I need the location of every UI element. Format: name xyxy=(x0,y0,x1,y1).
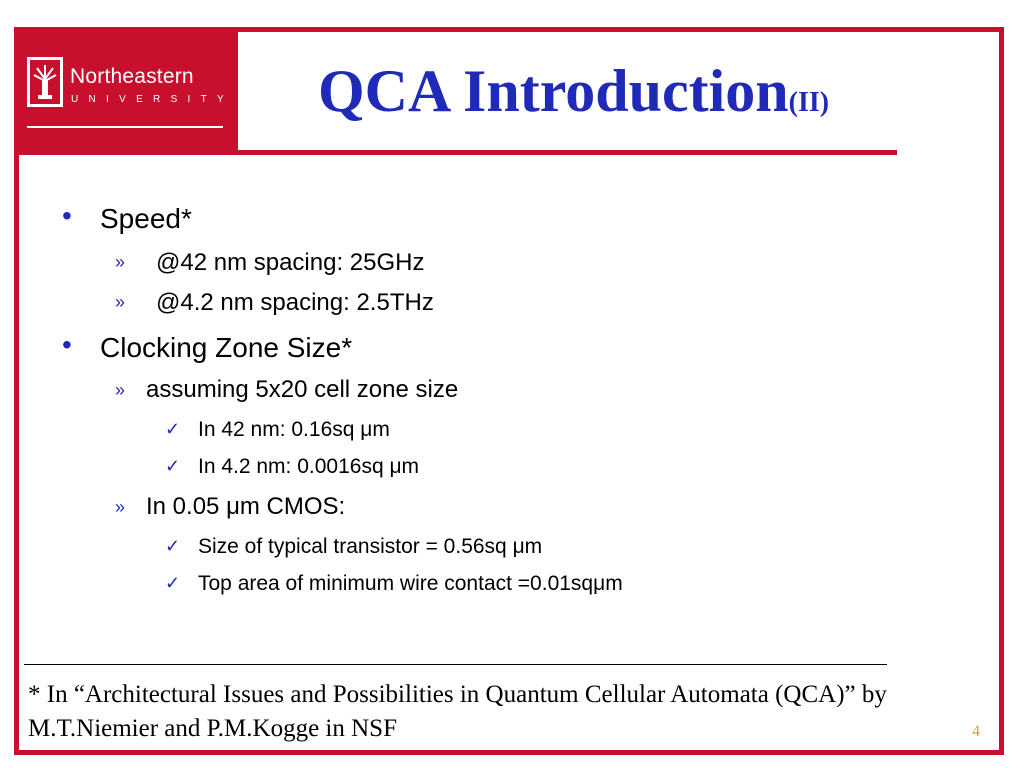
footnote-divider xyxy=(24,664,887,665)
bullet-wire-contact: Top area of minimum wire contact =0.01sqμm xyxy=(198,572,623,595)
check-icon: ✓ xyxy=(165,573,181,593)
title-underline xyxy=(14,150,897,155)
bullet-speed-42nm: @42 nm spacing: 25GHz xyxy=(156,249,425,276)
bullet-dot-icon: • xyxy=(62,329,72,360)
footnote: * In “Architectural Issues and Possibilities in Quantum Cellular Automata (QCA)” by M.T.Niemier and P.M.Kogge in NSF xyxy=(28,681,887,742)
sub-bullet-icon: » xyxy=(115,497,126,517)
bullet-clocking-zone: Clocking Zone Size* xyxy=(100,332,353,363)
title-main: QCA Introduction xyxy=(318,58,789,124)
check-icon: ✓ xyxy=(165,536,181,556)
bullet-dot-icon: • xyxy=(62,200,72,231)
bullet-speed: Speed* xyxy=(100,203,192,234)
logo-name: Northeastern xyxy=(70,65,194,88)
bullet-transistor-size: Size of typical transistor = 0.56sq μm xyxy=(198,535,543,558)
sub-bullet-icon: » xyxy=(115,252,126,272)
bullet-4-2nm-area: In 4.2 nm: 0.0016sq μm xyxy=(198,455,420,478)
page-number: 4 xyxy=(972,723,980,740)
title-sub: (II) xyxy=(788,87,830,118)
university-emblem-icon xyxy=(27,57,63,107)
sub-bullet-icon: » xyxy=(115,292,126,312)
bullet-cmos: In 0.05 μm CMOS: xyxy=(146,493,346,520)
check-icon: ✓ xyxy=(165,456,181,476)
bullet-speed-4-2nm: @4.2 nm spacing: 2.5THz xyxy=(156,289,434,316)
logo-rule xyxy=(27,126,223,128)
sub-bullet-icon: » xyxy=(115,380,126,400)
check-icon: ✓ xyxy=(165,419,181,439)
logo-subtitle: UNIVERSITY xyxy=(71,94,235,105)
bullet-zone-assumption: assuming 5x20 cell zone size xyxy=(146,376,459,403)
bullet-42nm-area: In 42 nm: 0.16sq μm xyxy=(198,418,390,441)
slide-title xyxy=(318,56,829,138)
